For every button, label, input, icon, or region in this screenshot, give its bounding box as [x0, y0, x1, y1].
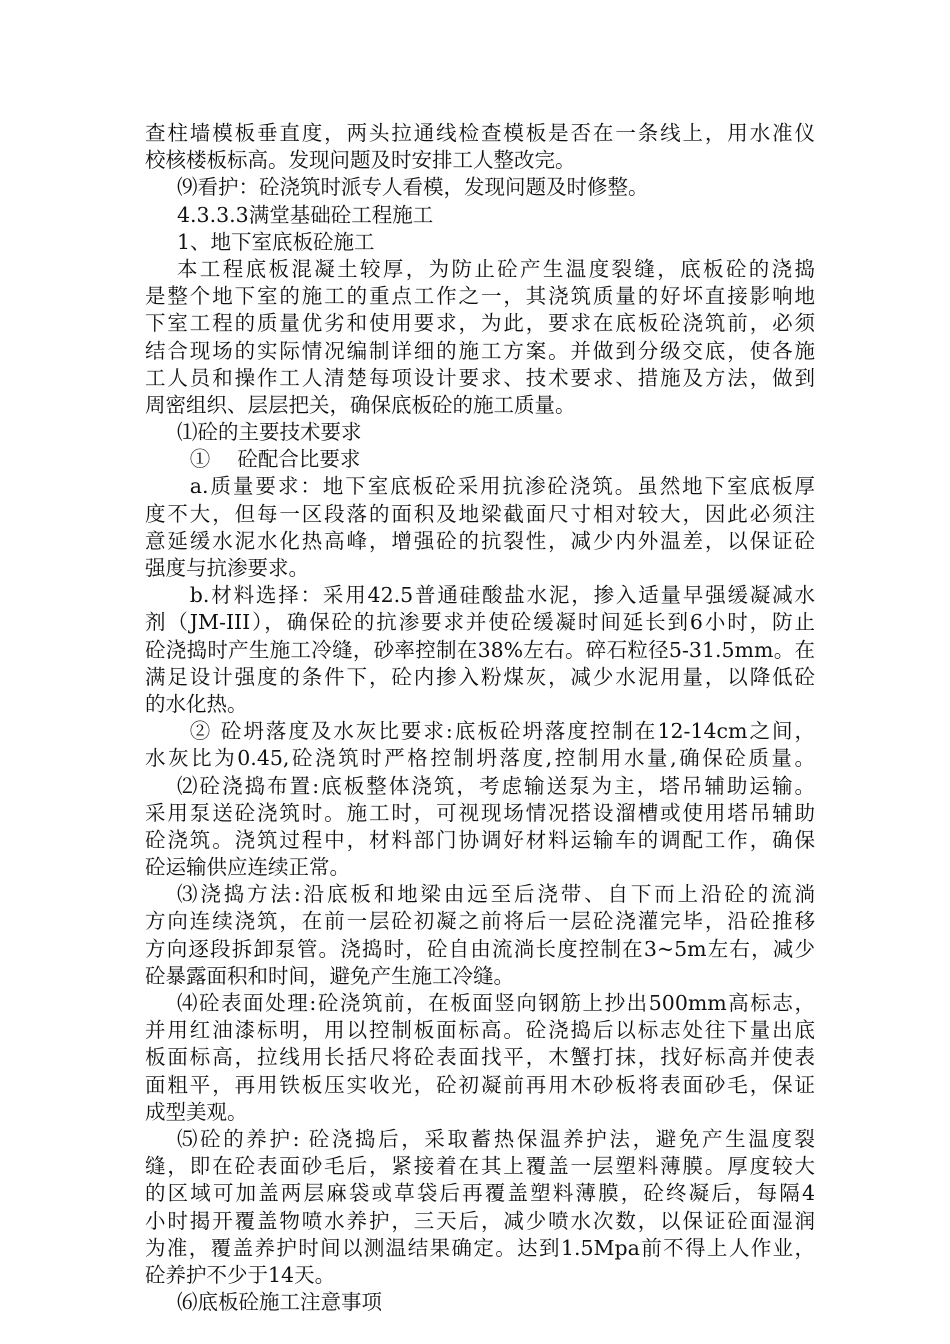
- text-line: 意延缓水泥水化热高峰，增强砼的抗裂性，减少内外温差，以保证砼: [145, 528, 815, 553]
- document-body: [145, 120, 815, 1316]
- text-line: 本工程底板混凝土较厚，为防止砼产生温度裂缝，底板砼的浇捣: [177, 256, 815, 281]
- text-line: ⑶浇捣方法:沿底板和地梁由远至后浇带、自下而上沿砼的流淌: [177, 882, 815, 907]
- text-line: 砼运输供应连续正常。: [145, 855, 350, 880]
- text-line: a.质量要求：地下室底板砼采用抗渗砼浇筑。虽然地下室底板厚: [189, 474, 815, 499]
- text-line: 满足设计强度的条件下，砼内掺入粉煤灰，减少水泥用量，以降低砼: [145, 664, 815, 689]
- text-line: ⑴砼的主要技术要求: [177, 420, 362, 445]
- text-line: 方向连续浇筑，在前一层砼初凝之前将后一层砼浇灌完毕，沿砼推移: [145, 909, 815, 934]
- text-line: 工人员和操作工人清楚每项设计要求、技术要求、措施及方法，做到: [145, 365, 815, 390]
- text-line: ① 砼配合比要求: [189, 447, 361, 472]
- text-line: ⑷砼表面处理:砼浇筑前，在板面竖向钢筋上抄出500mm高标志，: [177, 991, 815, 1015]
- text-line: ⑼看护：砼浇筑时派专人看模，发现问题及时修整。: [177, 175, 649, 200]
- text-line: 是整个地下室的施工的重点工作之一，其浇筑质量的好坏直接影响地: [145, 284, 815, 309]
- text-line: 成型美观。: [145, 1099, 248, 1124]
- text-line: 1、地下室底板砼施工: [177, 229, 375, 254]
- text-line: 查柱墙模板垂直度，两头拉通线检查模板是否在一条线上，用水准仪: [145, 121, 815, 145]
- text-line: 的区域可加盖两层麻袋或草袋后再覆盖塑料薄膜，砼终凝后，每隔4: [145, 1181, 815, 1206]
- text-line: 强度与抗渗要求。: [145, 556, 309, 580]
- text-line: 周密组织、层层把关，确保底板砼的施工质量。: [145, 392, 576, 417]
- text-line: 为准，覆盖养护时间以测温结果确定。达到1.5Mpa前不得上人作业，: [145, 1235, 815, 1260]
- text-line: ⑹底板砼施工注意事项: [177, 1290, 382, 1315]
- text-line: ⑸砼的养护: 砼浇捣后，采取蓄热保温养护法，避免产生温度裂: [177, 1126, 815, 1151]
- text-line: 方向逐段拆卸泵管。浇捣时，砼自由流淌长度控制在3~5m左右，减少: [145, 936, 815, 961]
- text-line: 4.3.3.3满堂基础砼工程施工: [177, 202, 434, 227]
- text-line: ② 砼坍落度及水灰比要求:底板砼坍落度控制在12-14cm之间，: [189, 719, 815, 744]
- text-line: 小时揭开覆盖物喷水养护，三天后，减少喷水次数，以保证砼面湿润: [145, 1208, 815, 1233]
- text-line: 并用红油漆标明，用以控制板面标高。砼浇捣后以标志处往下量出底: [145, 1018, 815, 1043]
- text-line: 结合现场的实际情况编制详细的施工方案。并做到分级交底，使各施: [145, 338, 815, 363]
- text-line: 采用泵送砼浇筑时。施工时，可视现场情况搭设溜槽或使用塔吊辅助: [145, 800, 815, 825]
- text-line: 板面标高，拉线用长括尺将砼表面找平，木蟹打抹，找好标高并使表: [145, 1045, 815, 1070]
- text-line: 砼暴露面积和时间，避免产生施工冷缝。: [145, 963, 514, 988]
- text-line: 砼浇筑。浇筑过程中，材料部门协调好材料运输车的调配工作，确保: [145, 827, 815, 852]
- text-line: 砼养护不少于14天。: [145, 1262, 336, 1287]
- text-line: 下室工程的质量优劣和使用要求，为此，要求在底板砼浇筑前，必须: [145, 311, 815, 336]
- text-line: 剂（JM-III），确保砼的抗渗要求并使砼缓凝时间延长到6小时，防止: [145, 610, 815, 635]
- text-line: b.材料选择：采用42.5普通硅酸盐水泥，掺入适量早强缓凝减水: [189, 583, 815, 608]
- text-line: 水灰比为0.45,砼浇筑时严格控制坍落度,控制用水量,确保砼质量。: [145, 746, 815, 771]
- text-line: 面粗平，再用铁板压实收光，砼初凝前再用木砂板将表面砂毛，保证: [145, 1072, 815, 1097]
- text-line: ⑵砼浇捣布置:底板整体浇筑，考虑输送泵为主，塔吊辅助运输。: [177, 773, 815, 798]
- text-line: 度不大，但每一区段落的面积及地梁截面尺寸相对较大，因此必须注: [145, 501, 815, 526]
- text-line: 砼浇捣时产生施工冷缝，砂率控制在38%左右。碎石粒径5-31.5mm。在: [145, 637, 815, 662]
- text-line: 缝，即在砼表面砂毛后，紧接着在其上覆盖一层塑料薄膜。厚度较大: [145, 1154, 815, 1179]
- text-line: 的水化热。: [145, 691, 248, 716]
- text-line: 校核楼板标高。发现问题及时安排工人整改完。: [145, 148, 576, 173]
